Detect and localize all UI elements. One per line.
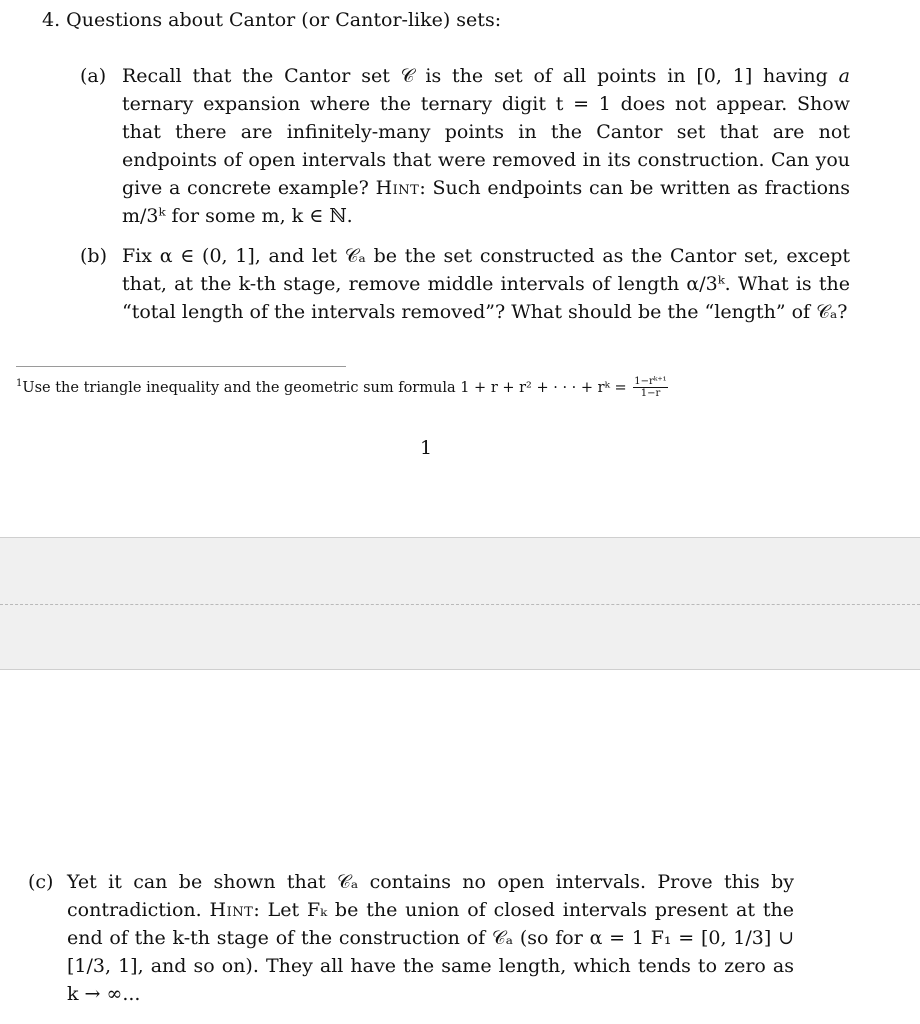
footnote-text: Use the triangle inequality and the geometric sum formula 1 + r + r² + · · · + rᵏ = (22, 379, 632, 396)
footnote-marker: 1 (16, 378, 23, 389)
question-part-a (80, 62, 850, 230)
part-c-label: (c) (28, 871, 54, 893)
question-part-c (28, 868, 794, 1008)
part-a-text (122, 62, 850, 230)
question-part-b (80, 242, 850, 326)
footnote-fraction (633, 376, 667, 399)
part-a-text-2: ternary expansion where the ternary digit t = 1 does not appear. Show that there are infinitely-many points in the Cantor set that are not endpoints of open intervals that were removed in its construction. Can you give a concrete example? (122, 93, 850, 199)
fraction-numerator: 1−rᵏ⁺¹ (634, 376, 667, 388)
page-break-line (0, 604, 920, 605)
part-a-label: (a) (80, 65, 107, 87)
part-b-label: (b) (80, 245, 107, 267)
footnote (16, 373, 668, 399)
part-c-text (67, 868, 794, 1008)
part-a-text-1: Recall that the Cantor set 𝒞 is the set of all points in [0, 1] having (122, 65, 839, 87)
fraction-denominator: 1−r (640, 388, 661, 400)
part-c-text-2: : Let Fₖ be the union of closed intervals present at the end of the k-th stage of the construction of 𝒞ₐ (so for α = 1 F₁ = [0, 1/3] ∪ [1/3, 1], and so on). They all have the same length, which tends to zero as k → ∞... (67, 899, 794, 1005)
part-b-text: Fix α ∈ (0, 1], and let 𝒞ₐ be the set constructed as the Cantor set, except that, at the k-th stage, remove middle intervals of length α/3ᵏ. What is the “total length of the intervals removed”? What should be the “length” of 𝒞ₐ? (122, 245, 850, 323)
question-heading: 4. Questions about Cantor (or Cantor-like) sets: (42, 9, 502, 31)
part-a-hint-label: Hint (375, 177, 420, 199)
page-separator (0, 537, 920, 670)
part-a-emphasis: a (838, 65, 850, 87)
footnote-divider (16, 366, 346, 367)
page-number: 1 (420, 437, 433, 459)
part-a-text-3: : Such endpoints can be written as fractions m/3ᵏ for some m, k ∈ ℕ. (122, 177, 851, 227)
part-c-text-1: Yet it can be shown that 𝒞ₐ contains no open intervals. Prove this by contradiction. (67, 871, 794, 921)
part-c-hint-label: Hint (209, 899, 254, 921)
